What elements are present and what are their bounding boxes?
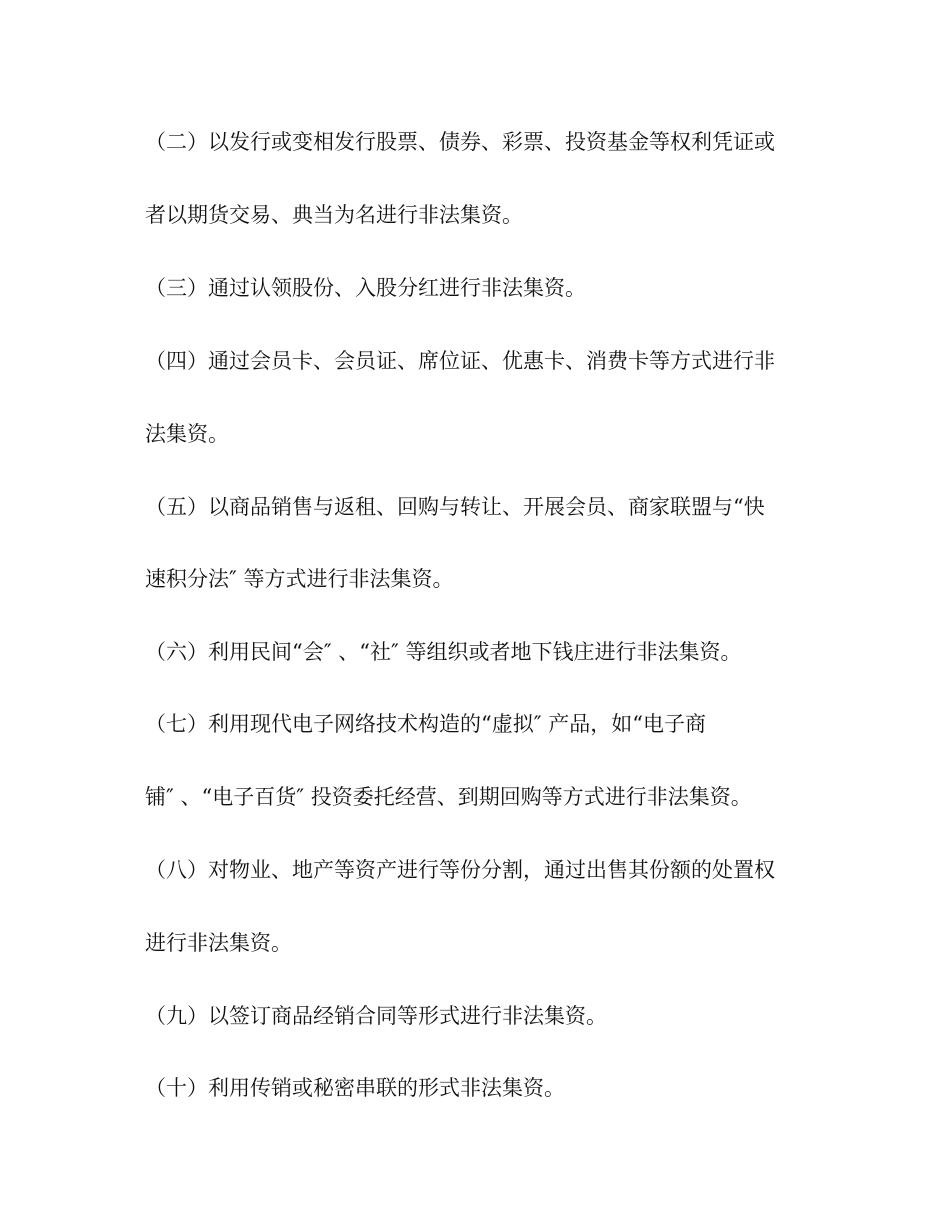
paragraph-4-line-1: （四）通过会员卡、会员证、席位证、优惠卡、消费卡等方式进行非 [145, 349, 775, 373]
paragraph-8-line-1: （八）对物业、地产等资产进行等份分割，通过出售其份额的处置权 [145, 858, 775, 882]
paragraph-2-line-1: （二）以发行或变相发行股票、债券、彩票、投资基金等权利凭证或 [145, 130, 775, 154]
paragraph-6-line-1: （六）利用民间“会″ 、“社″ 等组织或者地下钱庄进行非法集资。 [145, 640, 742, 664]
paragraph-10-line-1: （十）利用传销或秘密串联的形式非法集资。 [145, 1076, 565, 1100]
paragraph-5-line-1: （五）以商品销售与返租、回购与转让、开展会员、商家联盟与“快 [145, 495, 765, 519]
paragraph-8-line-2: 进行非法集资。 [145, 931, 292, 955]
paragraph-5-line-2: 速积分法″ 等方式进行非法集资。 [145, 567, 454, 591]
paragraph-7-line-2: 铺″ 、“电子百货″ 投资委托经营、到期回购等方式进行非法集资。 [145, 785, 752, 809]
paragraph-9-line-1: （九）以签订商品经销合同等形式进行非法集资。 [145, 1004, 607, 1028]
paragraph-7-line-1: （七）利用现代电子网络技术构造的“虚拟″ 产品，如“电子商 [145, 712, 706, 736]
paragraph-4-line-2: 法集资。 [145, 422, 229, 446]
paragraph-3-line-1: （三）通过认领股份、入股分红进行非法集资。 [145, 276, 586, 300]
paragraph-2-line-2: 者以期货交易、典当为名进行非法集资。 [145, 203, 523, 227]
